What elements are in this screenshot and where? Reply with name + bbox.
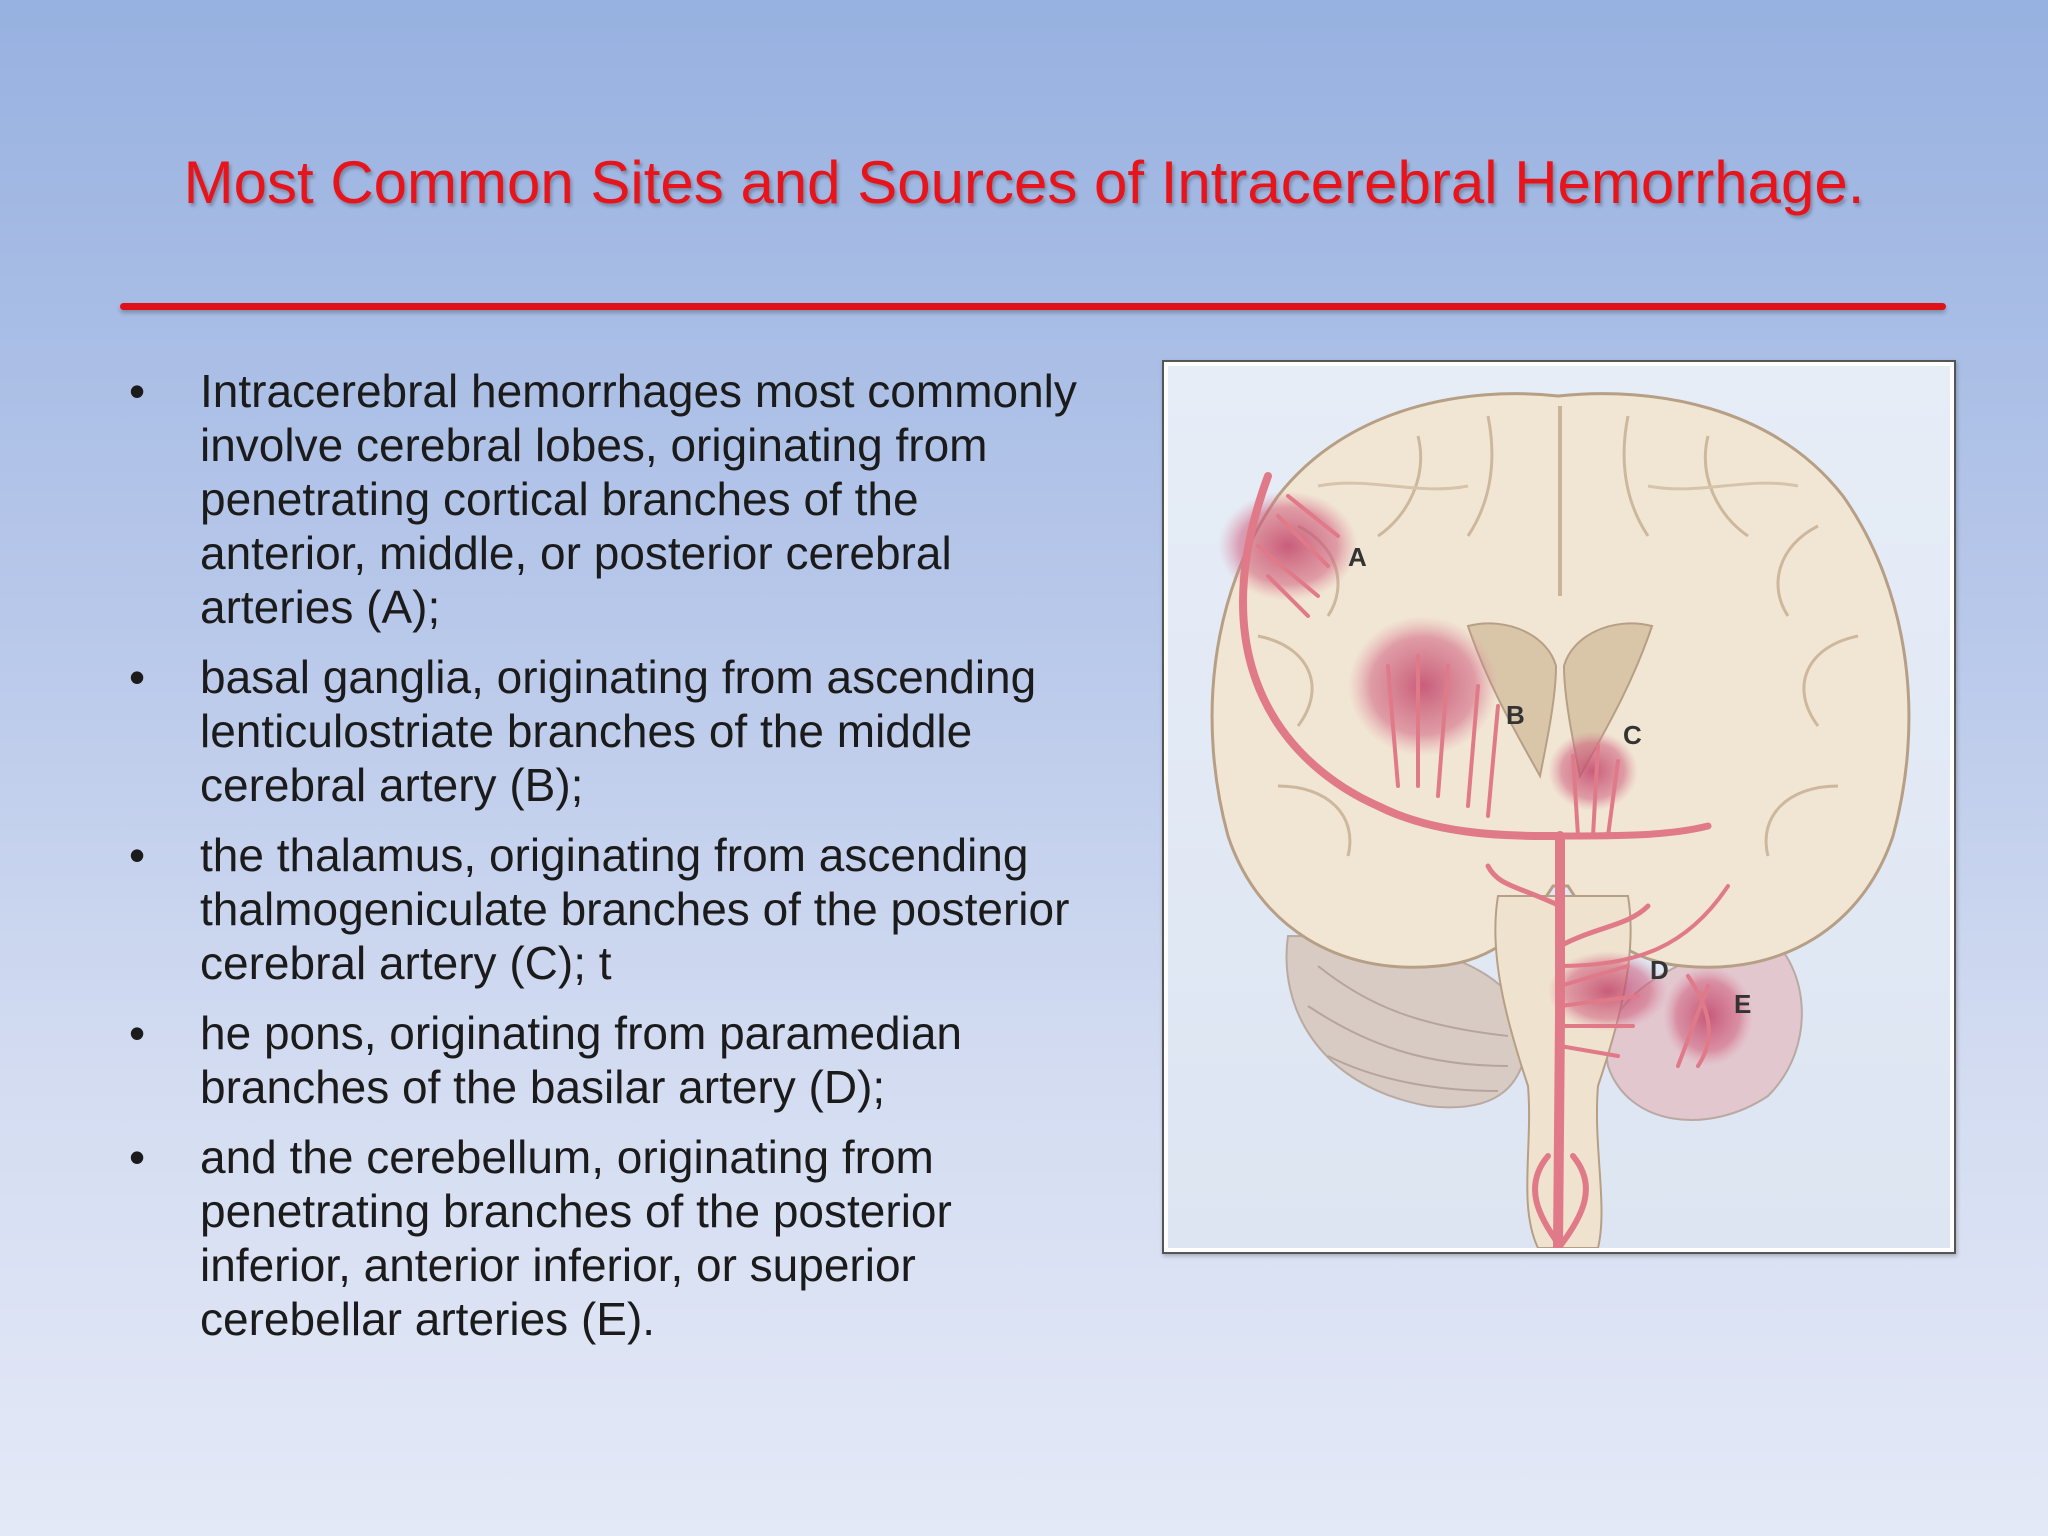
bullet-text: basal ganglia, originating from ascending lenticulostriate branches of the middle cerebral artery (B); bbox=[200, 651, 1037, 811]
bullet-item bbox=[122, 1006, 1082, 1114]
label-e: E bbox=[1734, 989, 1752, 1019]
label-a: A bbox=[1348, 542, 1367, 572]
bullet-item bbox=[122, 828, 1082, 990]
bullet-text: Intracerebral hemorrhages most commonly involve cerebral lobes, originating from penetrating cortical branches of the anterior, middle, or posterior cerebral arteries (A); bbox=[200, 365, 1077, 633]
bullet-item bbox=[122, 650, 1082, 812]
bullet-icon: • bbox=[128, 829, 146, 881]
label-d: D bbox=[1650, 955, 1669, 985]
bullet-text: he pons, originating from paramedian branches of the basilar artery (D); bbox=[200, 1007, 963, 1113]
bullet-icon: • bbox=[128, 365, 146, 417]
bullet-list bbox=[122, 364, 1082, 1362]
bullet-icon: • bbox=[128, 1131, 146, 1183]
bullet-item bbox=[122, 364, 1082, 634]
bullet-item bbox=[122, 1130, 1082, 1346]
bullet-text: the thalamus, originating from ascending thalmogeniculate branches of the posterior cerebral artery (C); t bbox=[200, 829, 1070, 989]
hemorrhage-a bbox=[1218, 491, 1358, 601]
bullet-icon: • bbox=[128, 651, 146, 703]
slide-title: Most Common Sites and Sources of Intracerebral Hemorrhage. bbox=[183, 149, 1865, 216]
brain-illustration-frame bbox=[1162, 360, 1956, 1254]
label-b: B bbox=[1506, 700, 1525, 730]
bullet-text: and the cerebellum, originating from penetrating branches of the posterior inferior, anterior inferior, or superior cerebellar arteries (E). bbox=[200, 1131, 952, 1345]
bullet-icon: • bbox=[128, 1007, 146, 1059]
label-c: C bbox=[1623, 720, 1642, 750]
brain-coronal-illustration bbox=[1168, 366, 1950, 1248]
title-divider bbox=[120, 303, 1946, 310]
